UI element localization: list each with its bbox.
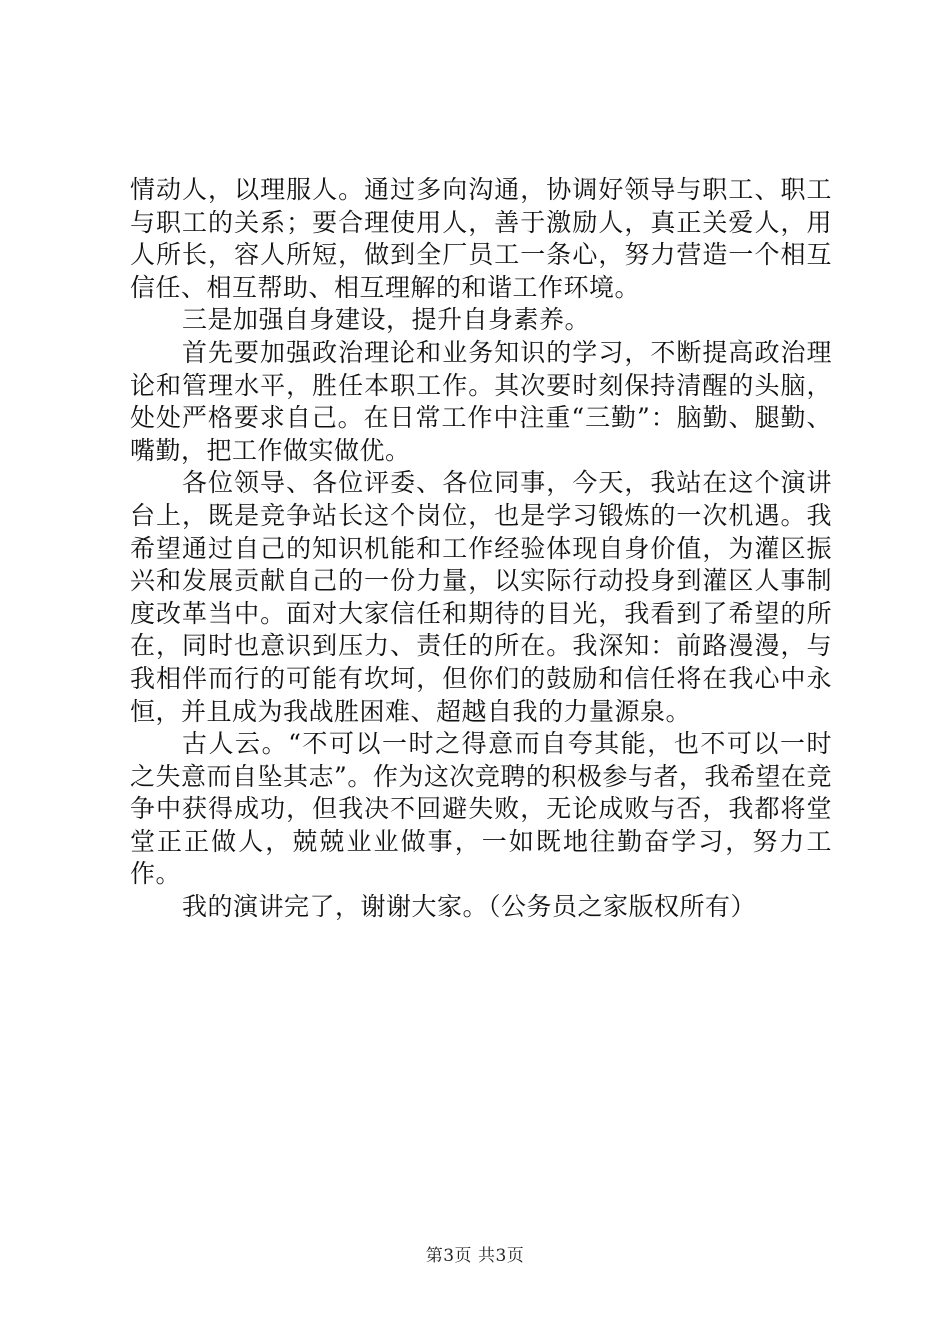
document-body [130,174,832,924]
paragraph-address: 各位领导、各位评委、各位同事，今天，我站在这个演讲台上，既是竞争站长这个岗位，也是学习锻炼的一次机遇。我希望通过自己的知识机能和工作经验体现自身价值，为灌区振兴和发展贡献自己的一份力量，以实际行动投身到灌区人事制度改革当中。面对大家信任和期待的目光，我看到了希望的所在，同时也意识到压力、责任的所在。我深知：前路漫漫，与我相伴而行的可能有坎坷，但你们的鼓励和信任将在我心中永恒，并且成为我战胜困难、超越自我的力量源泉。 [130,468,832,726]
paragraph-continuation: 情动人，以理服人。通过多向沟通，协调好领导与职工、职工与职工的关系；要合理使用人，善于激励人，真正关爱人，用人所长，容人所短，做到全厂员工一条心，努力营造一个相互信任、相互帮助、相互理解的和谐工作环境。 [130,175,832,302]
paragraph-section-heading: 三是加强自身建设，提升自身素养。 [182,305,591,335]
paragraph-study: 首先要加强政治理论和业务知识的学习，不断提高政治理论和管理水平，胜任本职工作。其次要时刻保持清醒的头脑，处处严格要求自己。在日常工作中注重“三勤”：脑勤、腿勤、嘴勤，把工作做实做优。 [130,337,832,465]
paragraph-closing: 我的演讲完了，谢谢大家。（公务员之家版权所有） [182,892,757,922]
paragraph-quote: 古人云。“不可以一时之得意而自夸其能，也不可以一时之失意而自坠其志”。作为这次竞聘的积极参与者，我希望在竞争中获得成功，但我决不回避失败，无论成败与否，我都将堂堂正正做人，兢兢业业做事，一如既地往勤奋学习，努力工作。 [130,729,832,889]
page-footer: 第3页 共3页 [425,1246,525,1266]
